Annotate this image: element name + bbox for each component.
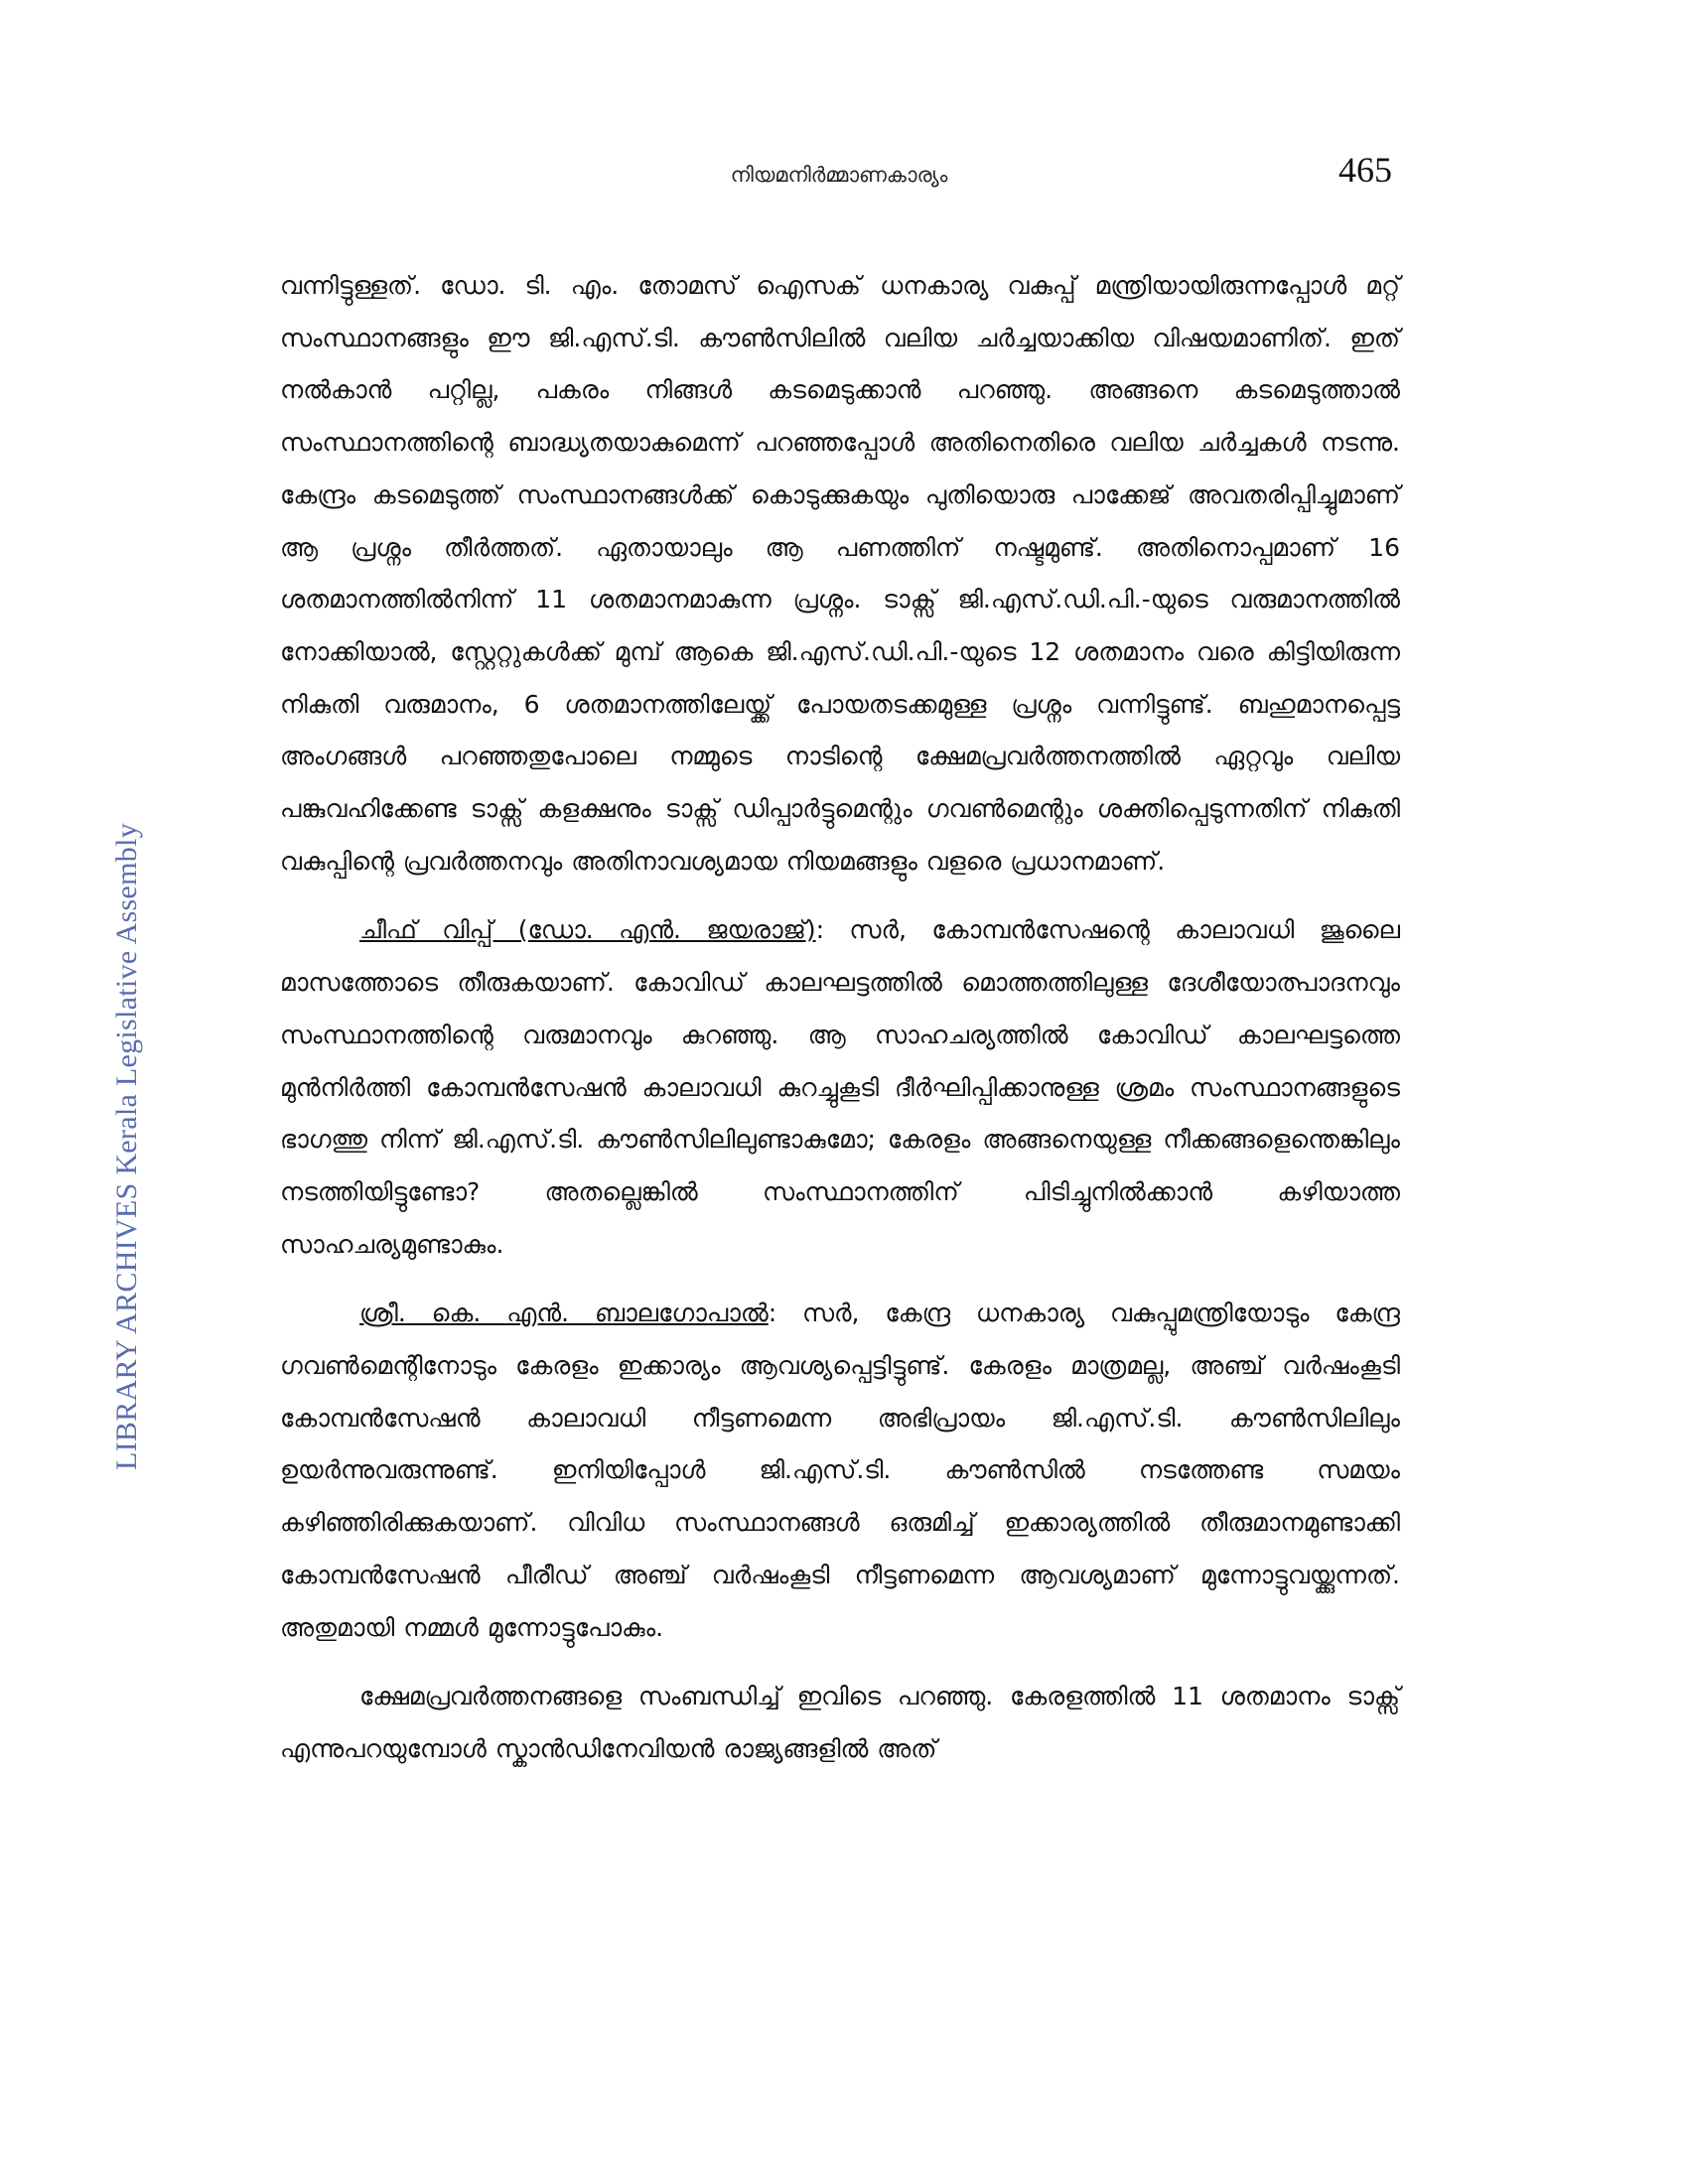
page-number: 465 <box>1338 150 1392 190</box>
paragraph-chief-whip <box>280 904 1400 1271</box>
speaker-name: ചീഫ് വിപ്പ് (ഡോ. എൻ. ജയരാജ്) <box>359 915 816 945</box>
speaker-name: ശ്രീ. കെ. എൻ. ബാലഗോപാൽ <box>359 1298 769 1328</box>
speech-text: : സർ, കേന്ദ്ര ധനകാര്യ വകുപ്പുമന്ത്രിയോടും കേന്ദ്ര ഗവൺമെന്റിനോടും കേരളം ഇക്കാര്യം ആവശ്യപ്പെട്ടിട്ടുണ്ട്. കേരളം മാത്രമല്ല, അഞ്ച് വർഷംകൂടി കോമ്പൻസേഷൻ കാലാവധി നീട്ടണമെന്ന അഭിപ്രായം ജി.എസ്.ടി. കൗൺസിലിലും ഉയർന്നുവരുന്നുണ്ട്. ഇനിയിപ്പോൾ ജി.എസ്.ടി. കൗൺസിൽ നടത്തേണ്ട സമയം കഴിഞ്ഞിരിക്കുകയാണ്. വിവിധ സംസ്ഥാനങ്ങൾ ഒരുമിച്ച് ഇക്കാര്യത്തിൽ തീരുമാനമുണ്ടാക്കി കോമ്പൻസേഷൻ പീരീഡ് അഞ്ച് വർഷംകൂടി നീട്ടണമെന്ന ആവശ്യമാണ് മുന്നോട്ടുവയ്ക്കുന്നത്. അതുമായി നമ്മൾ മുന്നോട്ടുപോകും. <box>280 1298 1400 1642</box>
speech-text: : സർ, കോമ്പൻസേഷന്റെ കാലാവധി ജൂലൈ മാസത്തോടെ തീരുകയാണ്. കോവിഡ് കാലഘട്ടത്തിൽ മൊത്തത്തിലുള്ള ദേശീയോത്പാദനവും സംസ്ഥാനത്തിന്റെ വരുമാനവും കുറഞ്ഞു. ആ സാഹചര്യത്തിൽ കോവിഡ് കാലഘട്ടത്തെ മുൻനിർത്തി കോമ്പൻസേഷൻ കാലാവധി കുറച്ചുകൂടി ദീർഘിപ്പിക്കാനുള്ള ശ്രമം സംസ്ഥാനങ്ങളുടെ ഭാഗത്തു നിന്ന് ജി.എസ്.ടി. കൗൺസിലിലുണ്ടാകുമോ; കേരളം അങ്ങനെയുള്ള നീക്കങ്ങളെന്തെങ്കിലും നടത്തിയിട്ടുണ്ടോ? അതല്ലെങ്കിൽ സംസ്ഥാനത്തിന് പിടിച്ചുനിൽക്കാൻ കഴിയാത്ത സാഹചര്യമുണ്ടാകും. <box>280 915 1400 1259</box>
running-title: നിയമനിർമ്മാണകാര്യം <box>730 163 948 187</box>
running-header <box>268 149 1410 208</box>
paragraph-minister-reply <box>280 1288 1400 1654</box>
body-text <box>280 260 1400 1776</box>
paragraph-continuation: വന്നിട്ടുള്ളത്. ഡോ. ടി. എം. തോമസ് ഐസക് ധനകാര്യ വകുപ്പ് മന്ത്രിയായിരുന്നപ്പോൾ മറ്റ് സംസ്ഥാനങ്ങളും ഈ ജി.എസ്.ടി. കൗൺസിലിൽ വലിയ ചർച്ചയാക്കിയ വിഷയമാണിത്. ഇത് നൽകാൻ പറ്റില്ല, പകരം നിങ്ങൾ കടമെടുക്കാൻ പറഞ്ഞു. അങ്ങനെ കടമെടുത്താൽ സംസ്ഥാനത്തിന്റെ ബാദ്ധ്യതയാകുമെന്ന് പറഞ്ഞപ്പോൾ അതിനെതിരെ വലിയ ചർച്ചകൾ നടന്നു. കേന്ദ്രം കടമെടുത്ത് സംസ്ഥാനങ്ങൾക്ക് കൊടുക്കുകയും പുതിയൊരു പാക്കേജ് അവതരിപ്പിച്ചുമാണ് ആ പ്രശ്നം തീർത്തത്. ഏതായാലും ആ പണത്തിന് നഷ്ടമുണ്ട്. അതിനൊപ്പമാണ് 16 ശതമാനത്തിൽനിന്ന് 11 ശതമാനമാകുന്ന പ്രശ്നം. ടാക്സ് ജി.എസ്.ഡി.പി.-യുടെ വരുമാനത്തിൽ നോക്കിയാൽ, സ്റ്റേറ്റുകൾക്ക് മുമ്പ് ആകെ ജി.എസ്.ഡി.പി.-യുടെ 12 ശതമാനം വരെ കിട്ടിയിരുന്ന നികുതി വരുമാനം, 6 ശതമാനത്തിലേയ്ക്ക് പോയതടക്കമുള്ള പ്രശ്നം വന്നിട്ടുണ്ട്. ബഹുമാനപ്പെട്ട അംഗങ്ങൾ പറഞ്ഞതുപോലെ നമ്മുടെ നാടിന്റെ ക്ഷേമപ്രവർത്തനത്തിൽ ഏറ്റവും വലിയ പങ്കുവഹിക്കേണ്ട ടാക്സ് കളക്ഷനും ടാക്സ് ഡിപ്പാർട്ടുമെന്റും ഗവൺമെന്റും ശക്തിപ്പെടുന്നതിന് നികുതി വകുപ്പിന്റെ പ്രവർത്തനവും അതിനാവശ്യമായ നിയമങ്ങളും വളരെ പ്രധാനമാണ്. <box>280 271 1400 876</box>
paragraph-welfare: ക്ഷേമപ്രവർത്തനങ്ങളെ സംബന്ധിച്ച് ഇവിടെ പറഞ്ഞു. കേരളത്തിൽ 11 ശതമാനം ടാക്സ് എന്നുപറയുമ്പോൾ സ്കാൻഡിനേവിയൻ രാജ്യങ്ങളിൽ അത് <box>280 1682 1400 1763</box>
archive-watermark: LIBRARY ARCHIVES Kerala Legislative Assembly <box>110 822 143 1471</box>
